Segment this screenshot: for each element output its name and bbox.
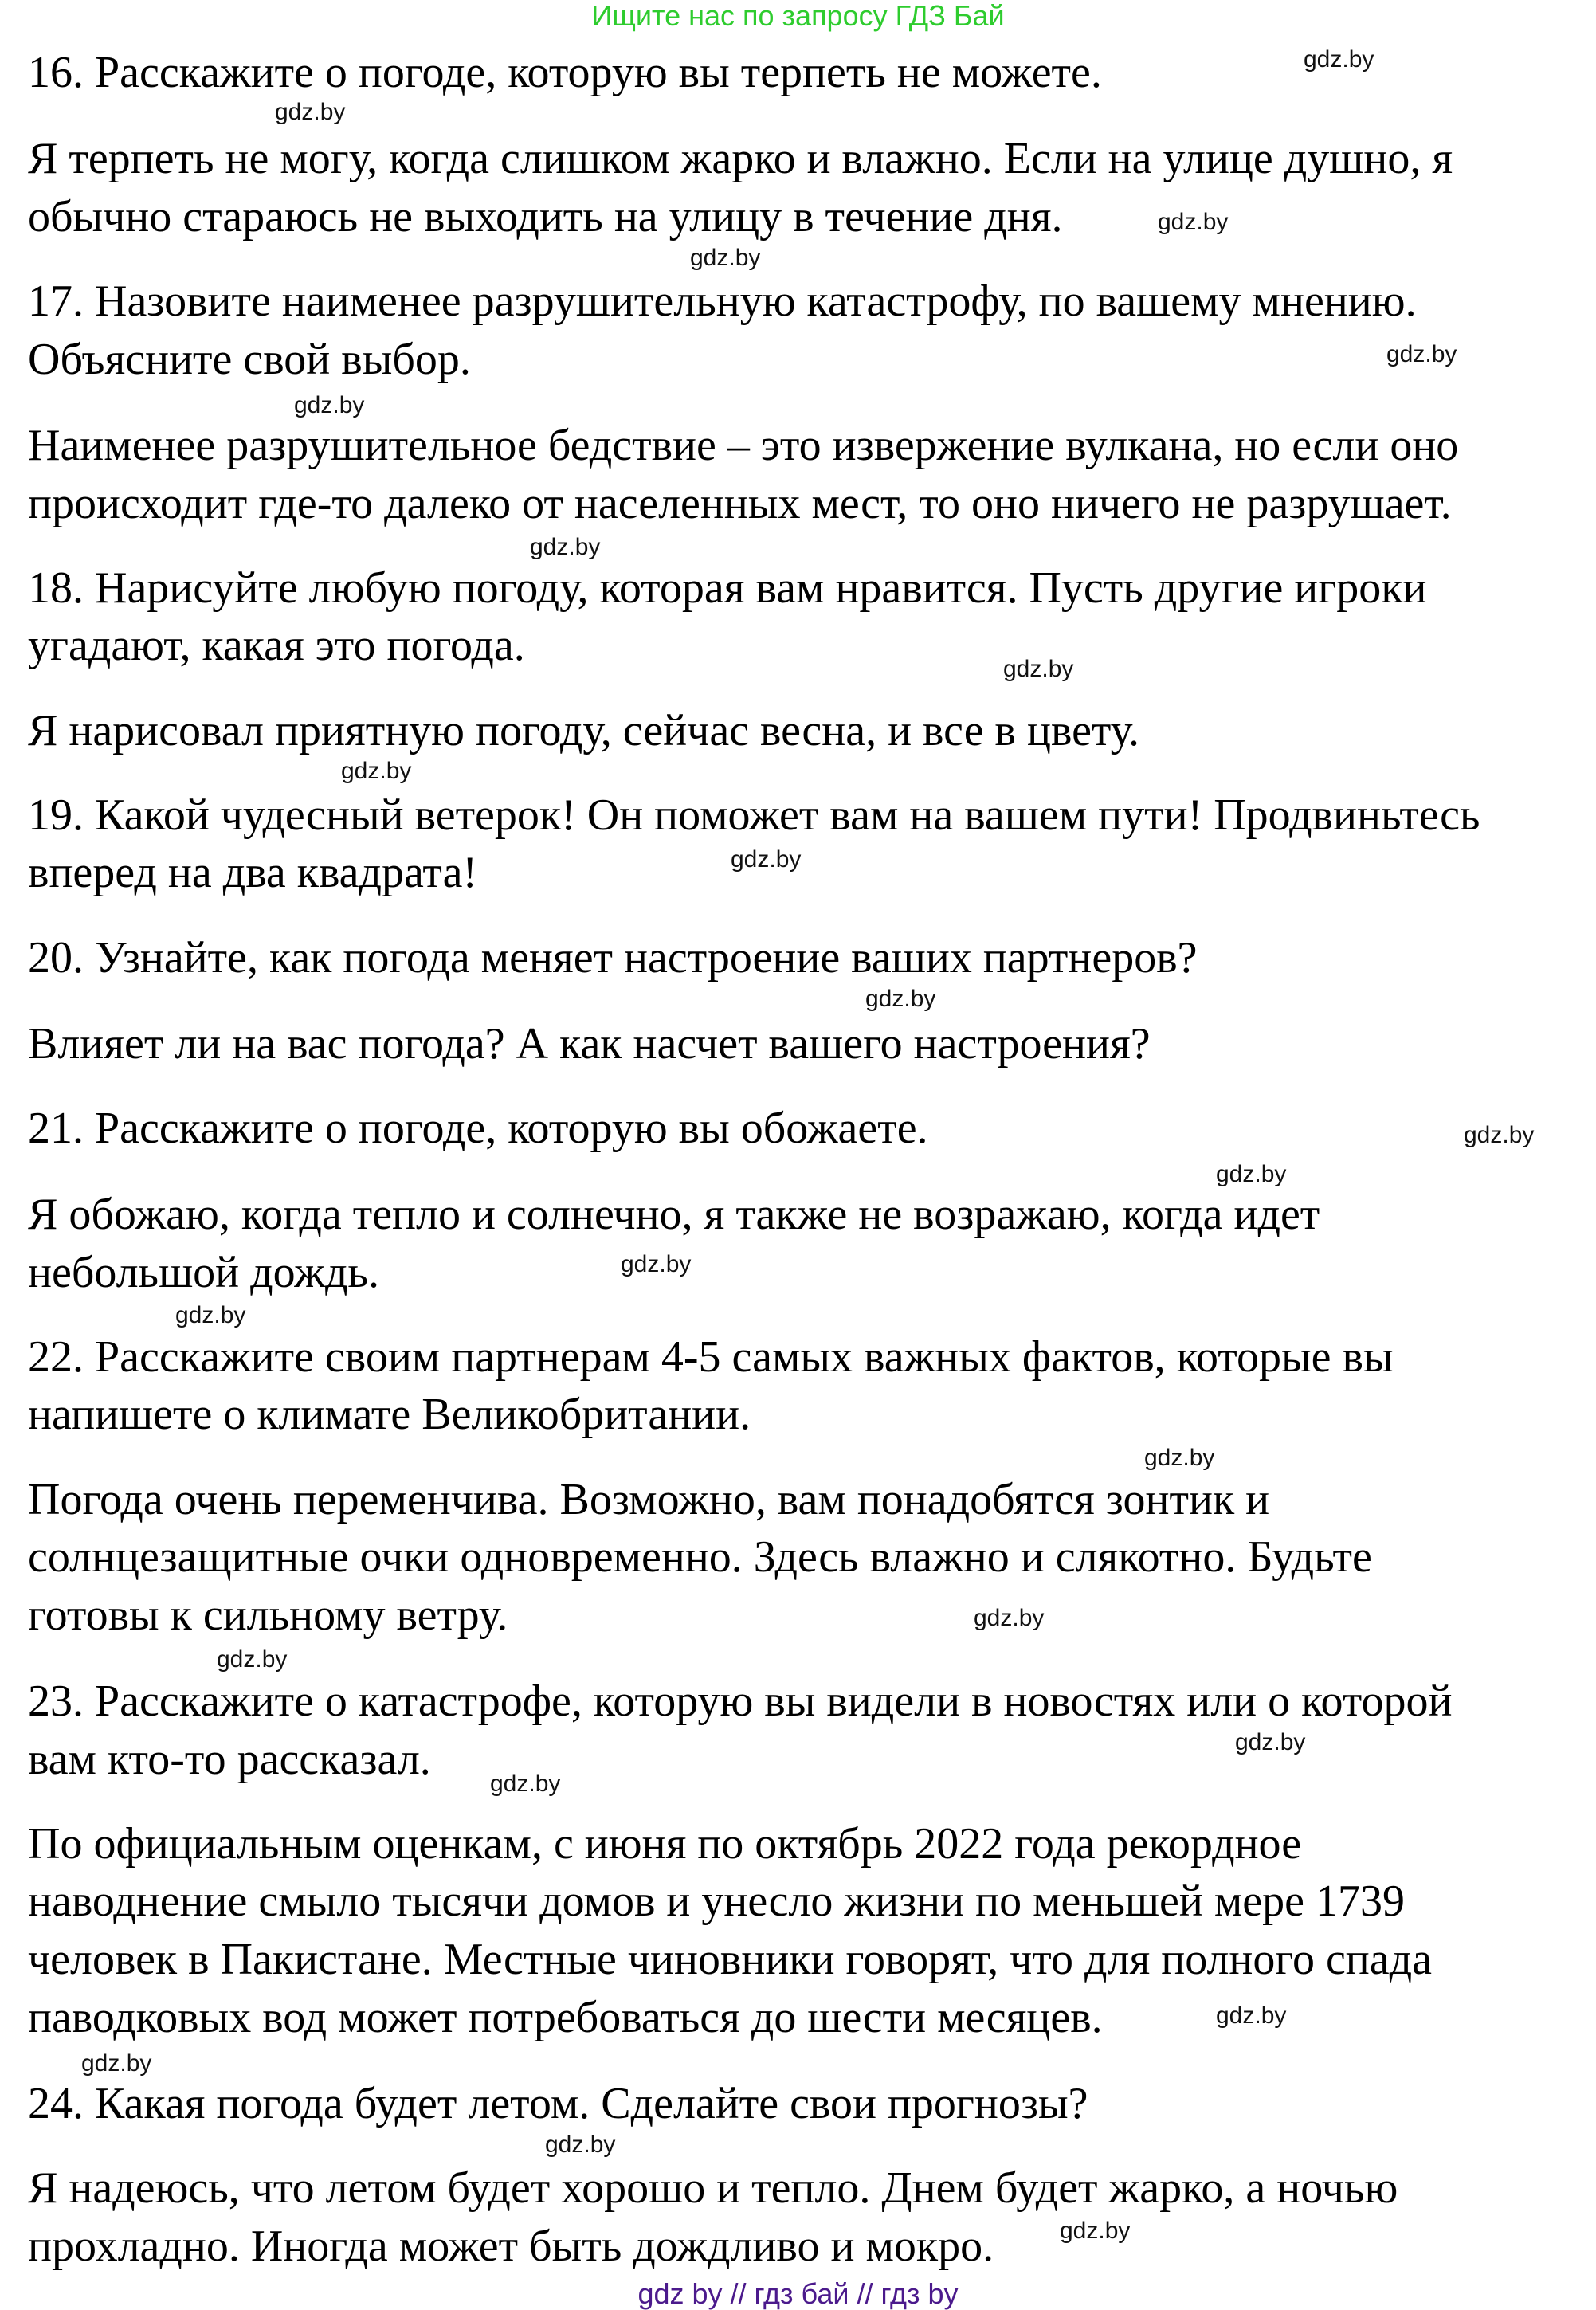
watermark: gdz.by [1235,1729,1306,1755]
answer-line: небольшой дождь. [28,1248,379,1297]
watermark: gdz.by [621,1251,692,1277]
watermark: gdz.by [1060,2218,1131,2244]
answer-line: Влияет ли на вас погода? А как насчет вашего настроения? [28,1019,1151,1069]
answer-line: Объясните свой выбор. [28,335,471,384]
answer-line: наводнение смыло тысячи домов и унесло жизни по меньшей мере 1739 [28,1877,1405,1926]
watermark: gdz.by [175,1302,246,1328]
answer-line: Я терпеть не могу, когда слишком жарко и влажно. Если на улице душно, я [28,134,1453,183]
watermark: gdz.by [275,99,346,125]
answer-line: человек в Пакистане. Местные чиновники говорят, что для полного спада [28,1935,1432,1984]
watermark: gdz.by [530,534,601,560]
answer-line: солнцезащитные очки одновременно. Здесь влажно и слякотно. Будьте [28,1532,1372,1582]
answer-line: вам кто-то рассказал. [28,1735,431,1784]
watermark: gdz.by [1003,656,1074,682]
watermark: gdz.by [974,1605,1045,1631]
answer-line: вперед на два квадрата! [28,848,478,897]
watermark: gdz.by [1216,1161,1287,1187]
watermark: gdz.by [490,1771,561,1797]
watermark: gdz.by [1464,1122,1535,1148]
answer-line: обычно стараюсь не выходить на улицу в течение дня. [28,192,1063,241]
watermark: gdz.by [1158,209,1229,235]
answer-line: напишете о климате Великобритании. [28,1390,751,1439]
answer-line: Я обожаю, когда тепло и солнечно, я также не возражаю, когда идет [28,1190,1320,1239]
watermark: gdz.by [731,846,802,873]
answer-line: паводковых вод может потребоваться до шести месяцев. [28,1993,1103,2042]
watermark: gdz.by [545,2132,616,2158]
watermark: gdz.by [217,1646,288,1673]
watermark: gdz.by [294,392,365,418]
question-line: 24. Какая погода будет летом. Сделайте свои прогнозы? [28,2079,1088,2128]
question-line: 22. Расскажите своим партнерам 4-5 самых важных фактов, которые вы [28,1332,1394,1382]
question-line: 21. Расскажите о погоде, которую вы обожаете. [28,1104,928,1153]
watermark: gdz.by [865,986,936,1012]
watermark: gdz.by [1386,341,1457,367]
answer-line: прохладно. Иногда может быть дождливо и мокро. [28,2222,994,2271]
question-line: 20. Узнайте, как погода меняет настроение ваших партнеров? [28,933,1198,982]
question-line: 18. Нарисуйте любую погоду, которая вам нравится. Пусть другие игроки [28,563,1427,613]
answer-line: Погода очень переменчива. Возможно, вам понадобятся зонтик и [28,1475,1270,1524]
answer-line: угадают, какая это погода. [28,621,525,670]
question-line: 16. Расскажите о погоде, которую вы терпеть не можете. [28,48,1102,97]
footer-links: gdz by // гдз бай // гдз by [637,2277,959,2310]
answer-line: Я надеюсь, что летом будет хорошо и тепло. Днем будет жарко, а ночью [28,2163,1398,2213]
answer-line: Я нарисовал приятную погоду, сейчас весна, и все в цвету. [28,706,1140,755]
question-line: 23. Расскажите о катастрофе, которую вы видели в новостях или о которой [28,1677,1453,1726]
question-line: 17. Назовите наименее разрушительную катастрофу, по вашему мнению. [28,276,1417,326]
answer-line: По официальным оценкам, с июня по октябрь 2022 года рекордное [28,1819,1302,1869]
answer-line: готовы к сильному ветру. [28,1590,508,1640]
watermark: gdz.by [690,245,761,271]
question-line: 19. Какой чудесный ветерок! Он поможет вам на вашем пути! Продвиньтесь [28,790,1480,840]
watermark: gdz.by [1304,46,1374,73]
watermark: gdz.by [341,758,412,784]
answer-line: происходит где-то далеко от населенных мест, то оно ничего не разрушает. [28,479,1452,528]
watermark: gdz.by [1144,1445,1215,1471]
answer-line: Наименее разрушительное бедствие – это извержение вулкана, но если оно [28,421,1459,470]
watermark: gdz.by [81,2050,152,2077]
watermark: gdz.by [1216,2002,1287,2029]
search-banner: Ищите нас по запросу ГДЗ Бай [591,0,1005,32]
